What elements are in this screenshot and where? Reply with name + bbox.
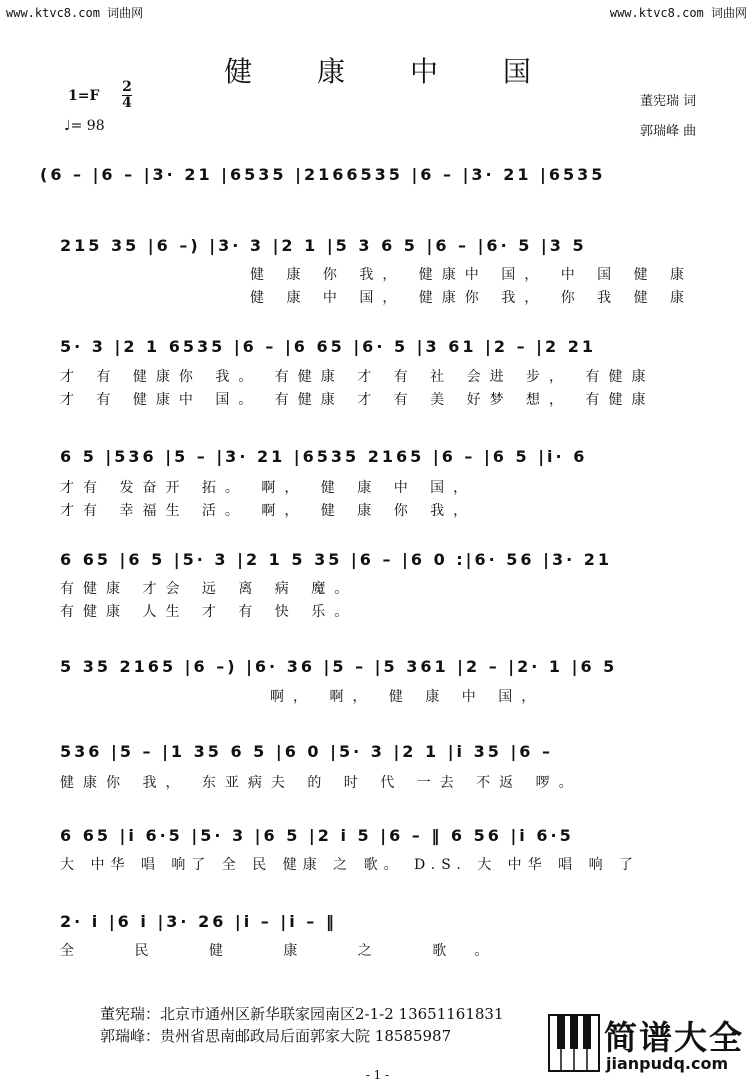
- lyrics-line-1: 啊， 啊， 健 康 中 国，: [270, 689, 545, 705]
- piano-keys-icon: [548, 1014, 600, 1072]
- header-left: www.ktvc8.com 词曲网: [6, 6, 144, 20]
- staff-system-7: [60, 742, 720, 761]
- lyrics-line-1: 健 康 你 我， 健康中 国， 中 国 健 康: [250, 267, 694, 283]
- lyrics-line-2: 健 康 中 国， 健康你 我， 你 我 健 康: [250, 290, 694, 306]
- site-logo: [548, 1012, 753, 1074]
- staff-system-3: [60, 337, 720, 356]
- footer-contact-lyricist: 董宪瑞：北京市通州区新华联家园南区2-1-2 13651161831: [100, 1005, 504, 1023]
- notation-line: 6 5 |536 |5 – |3· 21 |6535 2165 |6 – |6 5 |i· 6: [60, 447, 588, 466]
- staff-system-8: [60, 826, 720, 845]
- notation-line: 6 65 |i 6·5 |5· 3 |6 5 |2 i 5 |6 – ‖ 6 56 |i 6·5: [60, 826, 574, 845]
- time-sig-top: 2: [122, 79, 132, 95]
- staff-system-6: [60, 657, 720, 676]
- lyrics-line-1: 才 有 健康你 我。 有健康 才 有 社 会进 步， 有健康: [60, 369, 655, 385]
- lyrics-line-2: 才 有 健康中 国。 有健康 才 有 美 好梦 想， 有健康: [60, 392, 655, 408]
- header-right: www.ktvc8.com 词曲网: [609, 6, 747, 20]
- lyrics-line-1: 全 民 健 康 之 歌。: [60, 943, 517, 959]
- lyrics-line-2: 才有 幸福生 活。 啊， 健 康 你 我，: [60, 503, 477, 519]
- time-sig-bottom: 4: [122, 95, 132, 111]
- staff-system-9: [60, 912, 720, 931]
- logo-url: jianpudq.com: [606, 1054, 729, 1073]
- song-title: 健 康 中 国: [224, 55, 559, 88]
- staff-system-1: [40, 165, 700, 184]
- lyrics-line-1: 有健康 才会 远 离 病 魔。: [60, 581, 358, 597]
- staff-system-5: [60, 550, 720, 569]
- key-signature: 1=F: [68, 88, 100, 104]
- time-signature: [122, 80, 132, 111]
- composer-credit: 郭瑞峰 曲: [640, 124, 697, 139]
- notation-line: 536 |5 – |1 35 6 5 |6 0 |5· 3 |2 1 |i 35 |6 –: [60, 742, 553, 761]
- footer-contact-composer: 郭瑞峰：贵州省思南邮政局后面郭家大院 18585987: [100, 1027, 452, 1045]
- notation-line: 5 35 2165 |6 –) |6· 36 |5 – |5 361 |2 – |2· 1 |6 5: [60, 657, 618, 676]
- notation-line: (6 – |6 – |3· 21 |6535 |2166535 |6 – |3· 21 |6535: [40, 165, 606, 184]
- lyrics-line-1: 健康你 我， 东亚病夫 的 时 代 一去 不返 啰。: [60, 775, 582, 791]
- staff-system-2: [60, 236, 720, 255]
- page-number: - 1 -: [365, 1068, 390, 1082]
- logo-text: 简谱大全: [604, 1018, 744, 1057]
- lyrics-line-1: 才有 发奋开 拓。 啊， 健 康 中 国，: [60, 480, 477, 496]
- notation-line: 215 35 |6 –) |3· 3 |2 1 |5 3 6 5 |6 – |6· 5 |3 5: [60, 236, 587, 255]
- notation-line: 6 65 |6 5 |5· 3 |2 1 5 35 |6 – |6 0 :|6· 56 |3· 21: [60, 550, 613, 569]
- lyrics-line-2: 有健康 人生 才 有 快 乐。: [60, 604, 358, 620]
- notation-line: 2· i |6 i |3· 26 |i – |i – ‖: [60, 912, 337, 931]
- lyrics-line-1: 大 中华 唱 响了 全 民 健康 之 歌。 D.S. 大 中华 唱 响 了: [60, 857, 640, 873]
- notation-line: 5· 3 |2 1 6535 |6 – |6 65 |6· 5 |3 61 |2 – |2 21: [60, 337, 596, 356]
- tempo-marking: ♩= 98: [64, 118, 105, 134]
- staff-system-4: [60, 447, 720, 466]
- lyricist-credit: 董宪瑞 词: [640, 94, 697, 109]
